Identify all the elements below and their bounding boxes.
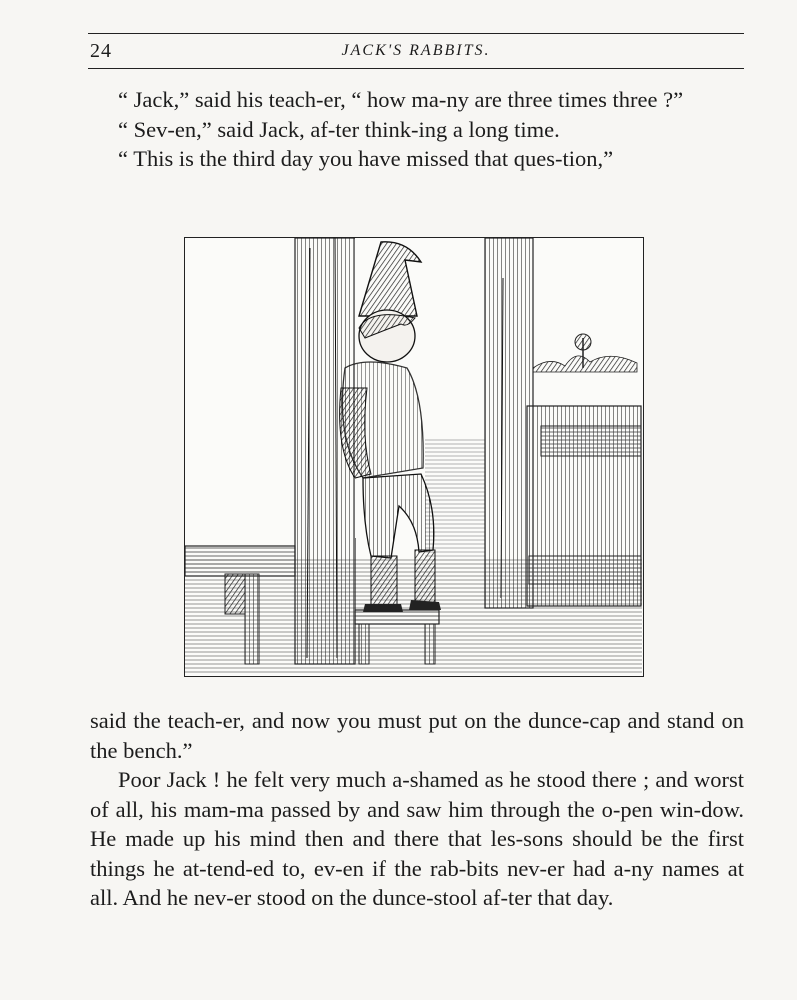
header-rule-top: [88, 33, 744, 34]
text-block-bottom: [90, 706, 744, 913]
text-block-top: [90, 85, 744, 174]
paragraph: “ This is the third day you have missed that ques-tion,”: [118, 146, 614, 171]
engraving-drawing: [185, 238, 642, 675]
paragraph: said the teach-er, and now you must put on the dunce-cap and stand on the bench.”: [90, 708, 744, 763]
illustration-dunce-boy: [184, 237, 644, 677]
paragraph: “ Sev-en,” said Jack, af-ter think-ing a long time.: [118, 116, 560, 142]
paragraph: “ Jack,” said his teach-er, “ how ma-ny are three times three ?”: [118, 87, 684, 112]
paragraph: Poor Jack ! he felt very much a-shamed as he stood there ; and worst of all, his mam-ma passed by and saw him through the o-pen win-dow. He made up his mind then and there that les-sons should be the first things he at-tend-ed to, ev-en if the rab-bits nev-er had a-ny names at all. And he nev-er stood on the dunce-stool af-ter that day.: [90, 767, 744, 910]
page-number: 24: [90, 40, 112, 62]
header-rule-bottom: [88, 68, 744, 69]
running-head: JACK'S RABBITS.: [341, 42, 491, 59]
